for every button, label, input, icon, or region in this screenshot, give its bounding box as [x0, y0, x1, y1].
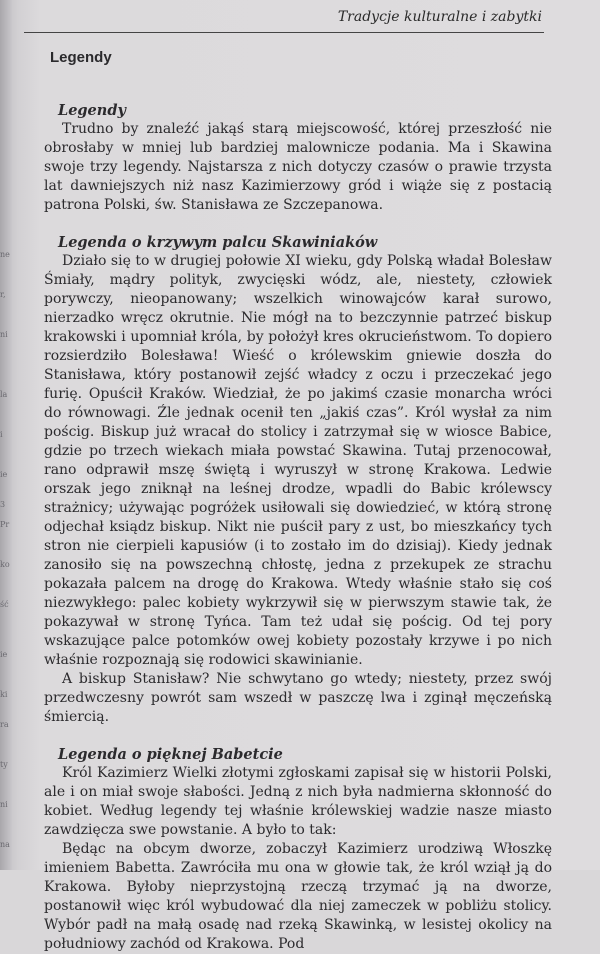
- margin-fragment: na: [0, 840, 10, 849]
- chapter-title: Legendy: [50, 49, 112, 66]
- paragraph: A biskup Stanisław? Nie schwytano go wtedy; niestety, przez swój przedwczesny powrót sam wszedł w paszczę lwa i zginął męczeńską śmiercią.: [44, 671, 552, 725]
- subheading-babetta: Legenda o pięknej Babetcie: [58, 746, 283, 763]
- subheading-legendy: Legendy: [58, 102, 126, 119]
- margin-fragment: ni: [0, 800, 8, 809]
- paragraph: Trudno by znaleźć jakąś starą miejscowość, której przeszłość nie obrosłaby w mniej lub bardziej malownicze podania. Ma i Skawina swoje trzy legendy. Najstarsza z nich dotyczy czasów o prawie trzysta lat dawniejszych niż nasz Kazimierzowy gród i wiąże się z postacią patrona Polski, św. Stanisława ze Szczepanowa.: [44, 121, 552, 213]
- margin-fragment: 3: [0, 500, 6, 509]
- margin-fragment: i: [0, 430, 3, 439]
- margin-fragment: ie: [0, 650, 8, 659]
- margin-fragment: ra: [0, 720, 9, 729]
- margin-fragment: la: [0, 390, 8, 399]
- margin-fragment: ki: [0, 690, 8, 699]
- header-rule: [24, 32, 544, 33]
- paragraph: Będąc na obcym dworze, zobaczył Kazimierz urodziwą Włoszkę imieniem Babetta. Zawróciła mu ona w głowie tak, że król wziął ją do Krakowa. Byłoby nieprzystojną rzeczą trzymać ją na dworze, postanowił więc król wybudować dla niej zameczek w pobliżu stolicy. Wybór padł na małą osadę nad rzeką Skawinką, w lesistej okolicy na południowy zachód od Krakowa. Pod: [44, 841, 552, 952]
- paragraph: Działo się to w drugiej połowie XI wieku, gdy Polską władał Bolesław Śmiały, mądry polityk, zwycięski wódz, ale, niestety, człowiek porywczy, nieopanowany; wszelkich winowajców karał surowo, nierzadko wręcz okrutnie. Nie mógł na to bezczynnie patrzeć biskup krakowski i upomniał króla, by położył kres okrucieństwom. To dopiero rozsierdziło Bolesława! Wieść o królewskim gniewie doszła do Stanisława, który postanowił zejść władcy z oczu i przeczekać jego furię. Opuścił Kraków. Wiedział, że po jakimś czasie monarcha wróci do równowagi. Źle jednak ocenił ten „jakiś czas”. Król wysłał za nim pościg. Biskup już wracał do stolicy i zatrzymał się w wiosce Babice, gdzie po trzech wiekach miała powstać Skawina. Tutaj przenocował, rano odprawił mszę świętą i wyruszył w stronę Krakowa. Ledwie orszak jego zniknął na leśnej drodze, wpadli do Babic królewscy strażnicy; używając pogróżek usiłowali się dowiedzieć, w którą stronę odjechał ksiądz biskup. Nikt nie puścił pary z ust, bo mieszkańcy tych stron nie cierpieli kapusiów (i to zostało im do dzisiaj). Kiedy jednak zanosiło się na powszechną chłostę, jedna z przekupek ze strachu pokazała palcem na drogę do Krakowa. Wtedy właśnie stało się coś niezwykłego: palec kobiety wykrzywił się w pierwszym stawie tak, że pokazywał w stronę Tyńca. Tam też udał się pościg. Od tej pory wskazujące palce potomków owej kobiety pozostały krzywe i po nich właśnie rozpoznają się rodowici skawinianie.: [44, 253, 552, 668]
- running-header: Tradycje kulturalne i zabytki: [337, 9, 542, 25]
- paragraph: Król Kazimierz Wielki złotymi zgłoskami zapisał się w historii Polski, ale i on miał swoje słabości. Jedną z nich była nadmierna skłonność do kobiet. Według legendy tej właśnie królewskiej wadzie nasze miasto zawdzięcza swe powstanie. A było to tak:: [44, 765, 552, 838]
- page-content: [44, 42, 552, 954]
- margin-fragment: Pr: [0, 520, 10, 529]
- margin-fragment: r,: [0, 290, 6, 299]
- margin-fragment: ść: [0, 600, 9, 609]
- margin-fragment: ko: [0, 560, 10, 569]
- margin-fragment: ne: [0, 250, 10, 259]
- margin-fragment: ie: [0, 470, 8, 479]
- subheading-krzywy-palec: Legenda o krzywym palcu Skawiniaków: [58, 234, 378, 251]
- margin-fragment: ty: [0, 760, 8, 769]
- margin-fragment: ni: [0, 330, 8, 339]
